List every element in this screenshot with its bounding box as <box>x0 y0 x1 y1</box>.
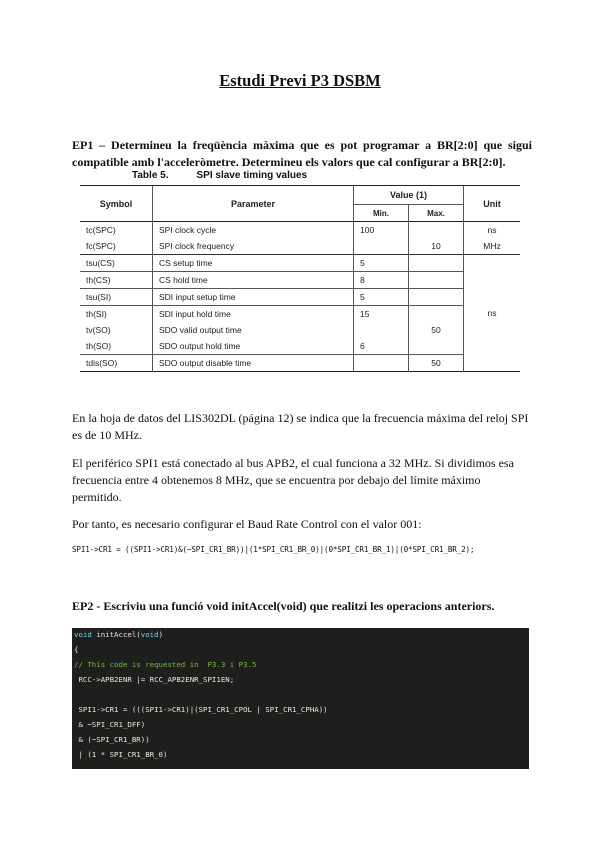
cell-max <box>409 222 464 239</box>
cell-min <box>354 322 409 338</box>
table-row <box>80 255 520 272</box>
cell-symbol: tv(SO) <box>86 325 111 335</box>
cell-min <box>354 355 409 372</box>
cell-unit: ns <box>464 222 521 239</box>
paragraph-baud-rate: Por tanto, es necesario configurar el Baud Rate Control con el valor 001: <box>72 517 422 531</box>
code-line-8: & (~SPI_CR1_BR)) <box>74 735 150 744</box>
code-line-3: // This code is requested in P3.3 i P3.5 <box>74 660 257 669</box>
cell-min: 5 <box>354 255 409 272</box>
code-line-6: SPI1->CR1 = (((SPI1->CR1)|(SPI_CR1_CPOL | SPI_CR1_CPHA)) <box>74 705 328 714</box>
cell-unit-merged: ns <box>464 255 521 372</box>
cell-symbol: tsu(CS) <box>86 258 115 268</box>
code-line-2: { <box>74 645 79 654</box>
table-row <box>80 355 520 372</box>
cell-max <box>409 255 464 272</box>
code-line-9: | (1 * SPI_CR1_BR_0) <box>74 750 168 759</box>
paragraph-max-frequency: En la hoja de datos del LIS302DL (página 12) se indica que la frecuencia máxima del reloj SPI es de 10 MHz. <box>72 411 529 442</box>
header-unit: Unit <box>464 186 521 222</box>
ep2-question: EP2 - Escriviu una funció void initAccel(void) que realitzi les operacions anteriors. <box>72 599 495 613</box>
paren-close: ) <box>158 630 164 639</box>
header-max: Max. <box>409 205 464 222</box>
code-editor[interactable] <box>72 628 529 769</box>
paragraph-apb2: El periférico SPI1 está conectado al bus APB2, el cual funciona a 32 MHz. Si dividimos esa frecuencia entre 4 obtenemos 8 MHz, que se encuentra por debajo del límite máximo permitido. <box>72 456 514 504</box>
ep1-question: EP1 – Determineu la freqüència màxima que es pot programar a BR[2:0] que sigui compatible amb l'acceleròmetre. Determineu els valors que cal configurar a BR[2:0]. <box>72 138 532 169</box>
inline-code: SPI1->CR1 = ((SPI1->CR1)&(~SPI_CR1_BR))|(1*SPI_CR1_BR_0)|(0*SPI_CR1_BR_1)|(0*SPI_CR1_BR_2); <box>72 545 475 554</box>
header-symbol: Symbol <box>99 198 133 209</box>
cell-max: 50 <box>409 322 464 338</box>
cell-min: 8 <box>354 272 409 289</box>
keyword-void: void <box>74 630 92 639</box>
table-row <box>80 289 520 306</box>
cell-symbol: tdis(SO) <box>86 358 118 368</box>
cell-min <box>354 238 409 255</box>
header-min: Min. <box>354 205 409 222</box>
cell-min: 5 <box>354 289 409 306</box>
cell-symbol: tsu(SI) <box>86 292 112 302</box>
cell-parameter: SDI input setup time <box>153 289 354 306</box>
cell-min: 6 <box>354 338 409 355</box>
cell-symbol: th(SI) <box>86 309 107 319</box>
cell-parameter: CS hold time <box>153 272 354 289</box>
cell-parameter: SPI clock frequency <box>153 238 354 255</box>
code-line-4: RCC->APB2ENR |= RCC_APB2ENR_SPI1EN; <box>74 675 235 684</box>
cell-parameter: SDI input hold time <box>153 306 354 323</box>
code-line-7: & ~SPI_CR1_DFF) <box>74 720 146 729</box>
cell-min: 100 <box>354 222 409 239</box>
table-caption-title: SPI slave timing values <box>196 170 308 181</box>
cell-symbol: tc(SPC) <box>86 225 116 235</box>
cell-min: 15 <box>354 306 409 323</box>
cell-max <box>409 289 464 306</box>
header-value: Value (1) <box>354 186 464 205</box>
keyword-void: void <box>140 630 159 639</box>
table-row <box>80 238 520 255</box>
cell-max <box>409 272 464 289</box>
spi-timing-table <box>80 185 520 372</box>
table-row <box>80 306 520 323</box>
cell-parameter: SPI clock cycle <box>153 222 354 239</box>
code-line-1 <box>74 630 163 639</box>
cell-parameter: CS setup time <box>153 255 354 272</box>
cell-unit: MHz <box>464 238 521 255</box>
function-name: initAccel( <box>91 630 141 639</box>
table-caption <box>132 170 307 181</box>
cell-symbol: fc(SPC) <box>86 241 116 251</box>
cell-symbol: th(CS) <box>86 275 111 285</box>
cell-parameter: SDO output hold time <box>153 338 354 355</box>
cell-max <box>409 306 464 323</box>
header-parameter: Parameter <box>153 186 354 222</box>
table-row <box>80 322 520 338</box>
page-title: Estudi Previ P3 DSBM <box>219 71 381 90</box>
cell-max <box>409 338 464 355</box>
cell-parameter: SDO valid output time <box>153 322 354 338</box>
cell-symbol: th(SO) <box>86 341 112 351</box>
table-row <box>80 338 520 355</box>
table-caption-label: Table 5. <box>132 170 169 181</box>
cell-max: 50 <box>409 355 464 372</box>
table-row <box>80 222 520 239</box>
cell-parameter: SDO output disable time <box>153 355 354 372</box>
cell-max: 10 <box>409 238 464 255</box>
table-row <box>80 272 520 289</box>
